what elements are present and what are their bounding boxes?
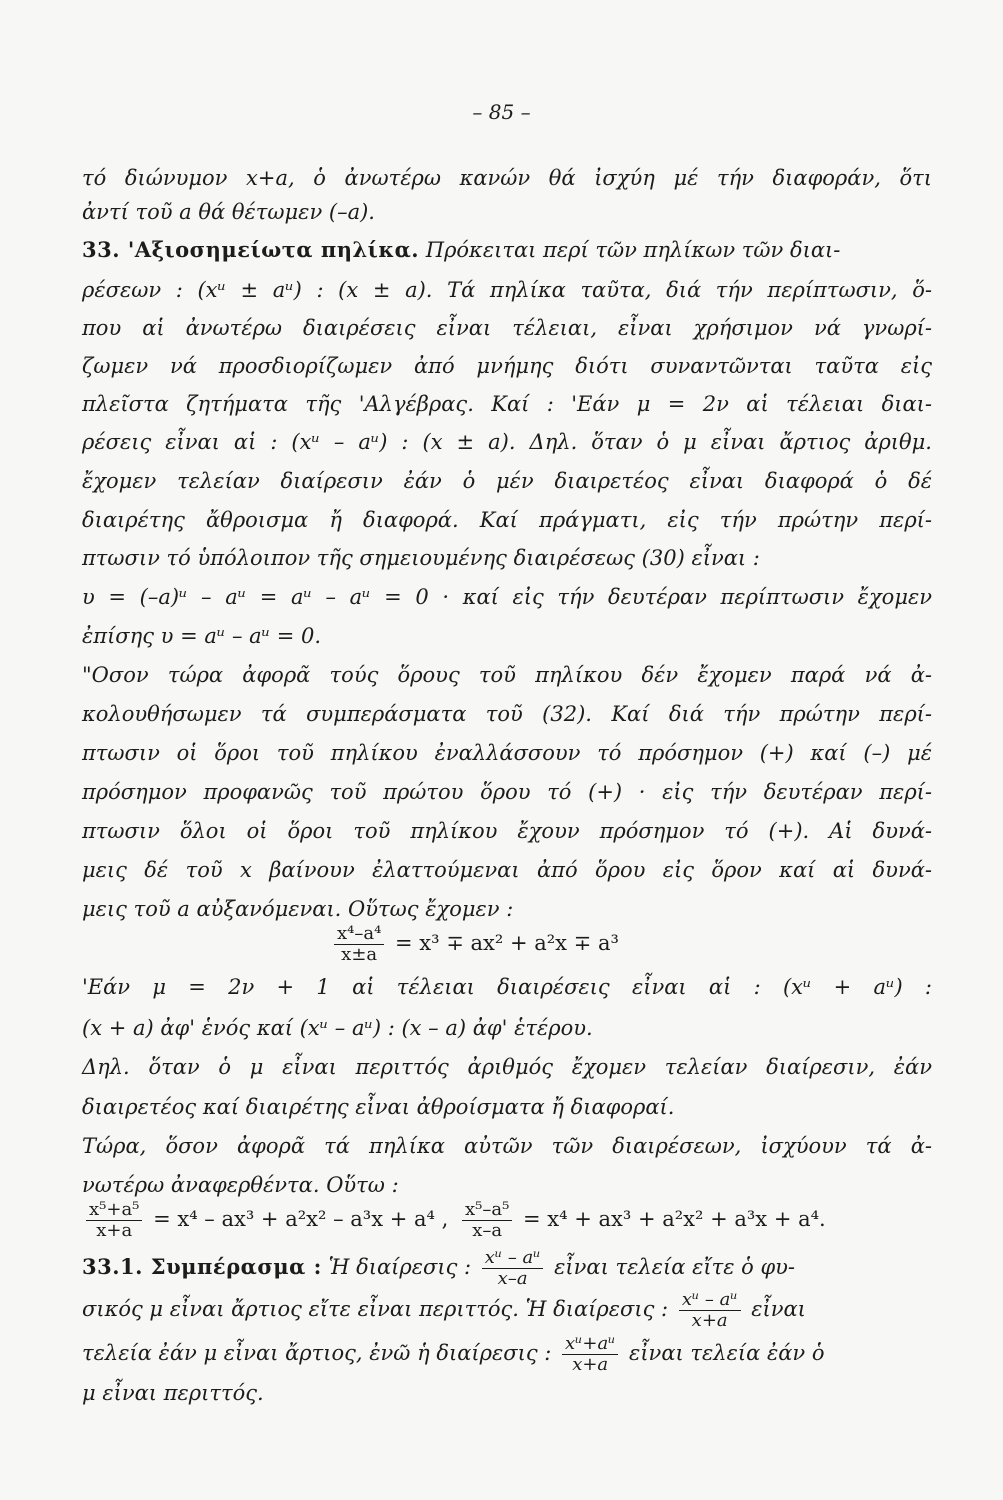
- denominator: x+a: [572, 1354, 609, 1375]
- text-line-5: που αἱ ἀνωτέρω διαιρέσεις εἶναι τέλειαι, εἶναι χρήσιμον νά γνωρί-: [82, 316, 932, 340]
- page-number: – 85 –: [472, 100, 531, 124]
- text-line-13: ἐπίσης υ = aᵘ – aᵘ = 0.: [82, 624, 321, 648]
- text-line-20: μεις τοῦ a αὐξανόμεναι. Οὕτως ἔχομεν :: [82, 897, 514, 921]
- text-line-12: υ = (–a)ᵘ – aᵘ = aᵘ – aᵘ = 0 · καί εἰς τήν δευτέραν περίπτωσιν ἔχομεν: [82, 585, 932, 609]
- numerator: xᵘ – aᵘ: [482, 1248, 544, 1269]
- text-line-24: διαιρετέος καί διαιρέτης εἶναι ἀθροίσματα ἤ διαφοραί.: [82, 1095, 675, 1119]
- fraction: [462, 1200, 512, 1241]
- denominator: x–a: [497, 1268, 528, 1289]
- formula-x4-a4: [330, 924, 619, 965]
- numerator: x⁵+a⁵: [86, 1200, 142, 1221]
- text-line-8: ρέσεις εἶναι αἱ : (xᵘ – aᵘ) : (x ± a). Δηλ. ὅταν ὁ μ εἶναι ἄρτιος ἀριθμ.: [82, 430, 932, 454]
- fraction: [679, 1290, 741, 1331]
- text-line-22: (x + a) ἀφ' ἑνός καί (xᵘ – aᵘ) : (x – a) ἀφ' ἑτέρου.: [82, 1016, 593, 1040]
- text-line-10: διαιρέτης ἄθροισμα ἤ διαφορά. Καί πράγματι, εἰς τήν πρώτην περί-: [82, 508, 932, 532]
- denominator: x+a: [96, 1220, 133, 1241]
- text-segment: εἶναι τελεία εἴτε ὁ φυ-: [554, 1255, 796, 1279]
- numerator: xᵘ – aᵘ: [679, 1290, 741, 1311]
- text-line-19: μεις δέ τοῦ x βαίνουν ἐλαττούμεναι ἀπό ὅρου εἰς ὅρον καί αἱ δυνά-: [82, 858, 932, 882]
- denominator: x±a: [341, 944, 378, 965]
- conclusion-line-2: [82, 1290, 932, 1331]
- text-line-14: "Οσον τώρα ἀφορᾶ τούς ὅρους τοῦ πηλίκου δέν ἔχομεν παρά νά ἀ-: [82, 663, 932, 687]
- text-line-15: κολουθήσωμεν τά συμπεράσματα τοῦ (32). Καί διά τήν πρώτην περί-: [82, 702, 932, 726]
- text-line-17: πρόσημον προφανῶς τοῦ πρώτου ὅρου τό (+) · εἰς τήν δευτέραν περί-: [82, 780, 932, 804]
- numerator: x⁵–a⁵: [462, 1200, 512, 1221]
- text-line-11: πτωσιν τό ὑπόλοιπον τῆς σημειουμένης διαιρέσεως (30) εἶναι :: [82, 546, 760, 570]
- fraction: [334, 924, 384, 965]
- text-line-26: νωτέρω ἀναφερθέντα. Οὕτω :: [82, 1173, 399, 1197]
- text-line-2: ἀντί τοῦ a θά θέτωμεν (–a).: [82, 200, 375, 224]
- text-line-9: ἔχομεν τελείαν διαίρεσιν ἐάν ὁ μέν διαιρετέος εἶναι διαφορά ὁ δέ: [82, 469, 932, 493]
- denominator: x+a: [691, 1310, 728, 1331]
- section-33-line: [82, 235, 932, 265]
- text-segment: σικός μ εἶναι ἄρτιος εἴτε εἶναι περιττός. Ἡ διαίρεσις :: [82, 1297, 669, 1321]
- text-line-4: ρέσεων : (xᵘ ± aᵘ) : (x ± a). Τά πηλίκα ταῦτα, διά τήν περίπτωσιν, ὅ-: [82, 278, 932, 302]
- fraction: [86, 1200, 142, 1241]
- formula-rhs: = x⁴ – ax³ + a²x² – a³x + a⁴ ,: [153, 1207, 449, 1231]
- text-line-3: Πρόκειται περί τῶν πηλίκων τῶν διαι-: [425, 238, 841, 262]
- formula-x5-minus-a5: [458, 1200, 826, 1241]
- numerator: xᵘ+aᵘ: [562, 1334, 618, 1355]
- text-segment: εἶναι: [751, 1297, 806, 1321]
- conclusion-line-1: [82, 1248, 932, 1289]
- text-line-6: ζωμεν νά προσδιορίζωμεν ἀπό μνήμης διότι συναντῶνται ταῦτα εἰς: [82, 354, 932, 378]
- formula-rhs: = x³ ∓ ax² + a²x ∓ a³: [395, 931, 619, 955]
- formula-rhs: = x⁴ + ax³ + a²x² + a³x + a⁴.: [523, 1207, 826, 1231]
- text-line-18: πτωσιν ὅλοι οἱ ὅροι τοῦ πηλίκου ἔχουν πρόσημον τό (+). Αἱ δυνά-: [82, 819, 932, 843]
- text-line-25: Τώρα, ὅσον ἀφορᾶ τά πηλίκα αὐτῶν τῶν διαιρέσεων, ἰσχύουν τά ἀ-: [82, 1134, 932, 1158]
- numerator: x⁴–a⁴: [334, 924, 384, 945]
- formula-x5-plus-a5: [82, 1200, 448, 1241]
- text-line-16: πτωσιν οἱ ὅροι τοῦ πηλίκου ἐναλλάσσουν τό πρόσημον (+) καί (–) μέ: [82, 741, 932, 765]
- section-331-heading: 33.1. Συμπέρασμα :: [82, 1254, 322, 1279]
- denominator: x–a: [472, 1220, 503, 1241]
- fraction: [482, 1248, 544, 1289]
- conclusion-line-3: [82, 1334, 932, 1375]
- text-segment: τελεία ἐάν μ εἶναι ἄρτιος, ἐνῶ ἡ διαίρεσις :: [82, 1341, 552, 1365]
- text-line-last: μ εἶναι περιττός.: [82, 1381, 264, 1405]
- text-line-7: πλεῖστα ζητήματα τῆς 'Αλγέβρας. Καί : 'Εάν μ = 2ν αἱ τέλειαι διαι-: [82, 392, 932, 416]
- section-33-heading: 33. 'Αξιοσημείωτα πηλίκα.: [82, 237, 420, 262]
- text-segment: εἶναι τελεία ἐάν ὁ: [629, 1341, 825, 1365]
- text-line-21: 'Εάν μ = 2ν + 1 αἱ τέλειαι διαιρέσεις εἶναι αἱ : (xᵘ + aᵘ) :: [82, 975, 932, 999]
- fraction: [562, 1334, 618, 1375]
- text-segment: Ἡ διαίρεσις :: [328, 1255, 472, 1279]
- text-line-1: τό διώνυμον x+a, ὁ ἀνωτέρω κανών θά ἰσχύη μέ τήν διαφοράν, ὅτι: [82, 166, 932, 190]
- text-line-23: Δηλ. ὅταν ὁ μ εἶναι περιττός ἀριθμός ἔχομεν τελείαν διαίρεσιν, ἐάν: [82, 1055, 932, 1079]
